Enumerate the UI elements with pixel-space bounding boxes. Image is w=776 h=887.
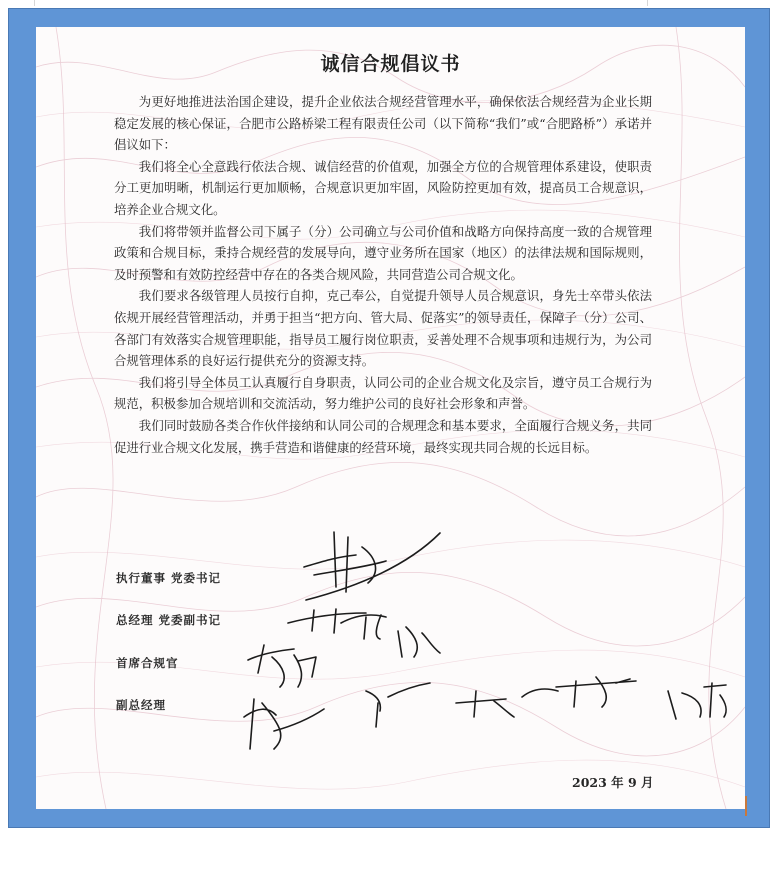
document-date: 2023 年 9 月 — [572, 775, 654, 790]
signatory-role-general-manager: 总经理 党委副书记 — [116, 613, 222, 627]
signatory-role-chief-compliance-officer: 首席合规官 — [116, 656, 179, 670]
signatory-role-executive-director: 执行董事 党委书记 — [116, 571, 222, 585]
document-body — [114, 91, 652, 458]
document-title: 诚信合规倡议书 — [320, 53, 461, 75]
paragraph-5: 我们同时鼓励各类合作伙伴接纳和认同公司的合规理念和基本要求，全面履行合规义务，共同促进行业合规文化发展，携手营造和谐健康的经营环境，最终实现共同合规的长远目标。 — [114, 417, 652, 455]
paragraph-3: 我们要求各级管理人员按行自抑，克己奉公，自觉提升领导人员合规意识，身先士卒带头依法依规开展经营管理活动，并勇于担当“把方向、管大局、促落实”的领导责任，保障子（分）公司、各部门有效落实合规管理职能，指导员工履行岗位职责，妥善处理不合规事项和违规行为，为公司合规管理体系的良好运行提供充分的资源支持。 — [114, 288, 652, 369]
document-sheet — [36, 27, 745, 809]
paragraph-2: 我们将带领并监督公司下属子（分）公司确立与公司价值和战略方向保持高度一致的合规管理政策和合规目标，秉持合规经营的发展导向，遵守业务所在国家（地区）的法律法规和国际规则，及时预警和有效防控经营中存在的各类合规风险，共同营造公司合规文化。 — [114, 223, 652, 282]
page-edge-top — [34, 0, 648, 6]
page-scroll-indicator[interactable] — [745, 796, 747, 816]
paragraph-1: 我们将全心全意践行依法合规、诚信经营的价值观，加强全方位的合规管理体系建设，使职责分工更加明晰，机制运行更加顺畅，合规意识更加牢固，风险防控更加有效，提高员工合规意识，培养企业合规文化。 — [114, 158, 652, 217]
paragraph-intro: 为更好地推进法治国企建设，提升企业依法合规经营管理水平，确保依法合规经营为企业长期稳定发展的核心保证，合肥市公路桥梁工程有限责任公司（以下简称“我们”或“合肥路桥”）承诺并倡议如下： — [114, 94, 652, 153]
signatory-role-deputy-general-manager: 副总经理 — [116, 698, 166, 712]
paragraph-4: 我们将引导全体员工认真履行自身职责，认同公司的企业合规文化及宗旨，遵守员工合规行为规范，积极参加合规培训和交流活动，努力维护公司的良好社会形象和声誉。 — [114, 374, 652, 412]
